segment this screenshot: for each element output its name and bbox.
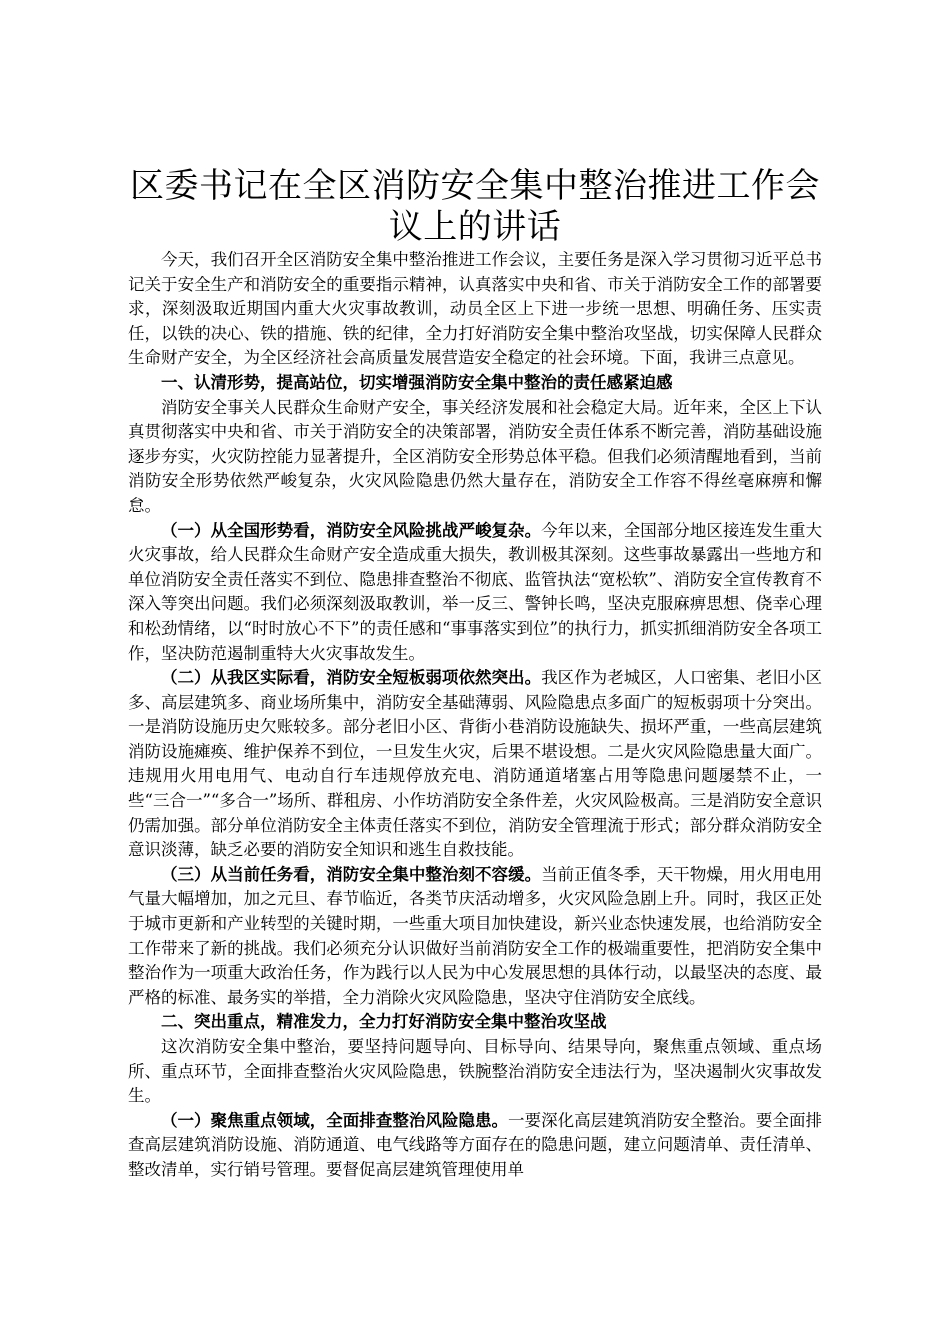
section-1-item-1 — [128, 519, 822, 667]
section-1-item-2-text: 我区作为老城区，人口密集、老旧小区多、高层建筑多、商业场所集中，消防安全基础薄弱、风险隐患点多面广的短板弱项十分突出。一是消防设施历史欠账较多。部分老旧小区、背街小巷消防设施缺失、损坏严重，一些高层建筑消防设施瘫痪、维护保养不到位，一旦发生火灾，后果不堪设想。二是火灾风险隐患量大面广。违规用火用电用气、电动自行车违规停放充电、消防通道堵塞占用等隐患问题屡禁不止，一些“三合一”“多合一”场所、群租房、小作坊消防安全条件差，火灾风险极高。三是消防安全意识仍需加强。部分单位消防安全主体责任落实不到位，消防安全管理流于形式；部分群众消防安全意识淡薄，缺乏必要的消防安全知识和逃生自救技能。 — [128, 668, 823, 860]
section-1-item-1-lead: （一）从全国形势看，消防安全风险挑战严峻复杂。 — [161, 520, 542, 540]
document-page — [128, 166, 822, 1183]
section-1-item-3-lead: （三）从当前任务看，消防安全集中整治刻不容缓。 — [161, 864, 542, 884]
section-1-item-1-text: 今年以来，全国部分地区接连发生重大火灾事故，给人民群众生命财产安全造成重大损失，教训极其深刻。这些事故暴露出一些地方和单位消防安全责任落实不到位、隐患排查整治不彻底、监管执法“宽松软”、消防安全宣传教育不深入等突出问题。我们必须深刻汲取教训，举一反三、警钟长鸣，坚决克服麻痹思想、侥幸心理和松劲情绪，以“时时放心不下”的责任感和“事事落实到位”的执行力，抓实抓细消防安全各项工作，坚决防范遏制重特大火灾事故发生。 — [128, 520, 823, 663]
section-2-intro: 这次消防安全集中整治，要坚持问题导向、目标导向、结果导向，聚焦重点领域、重点场所、重点环节，全面排查整治火灾风险隐患，铁腕整治消防安全违法行为，坚决遏制火灾事故发生。 — [128, 1037, 822, 1106]
section-1-heading: 一、认清形势，提高站位，切实增强消防安全集中整治的责任感紧迫感 — [161, 372, 673, 392]
section-2-heading: 二、突出重点，精准发力，全力打好消防安全集中整治攻坚战 — [161, 1012, 607, 1032]
section-2-item-1 — [128, 1109, 822, 1183]
section-1-item-2-lead: （二）从我区实际看，消防安全短板弱项依然突出。 — [161, 668, 542, 688]
section-2-item-1-text: 一要深化高层建筑消防安全整治。要全面排查高层建筑消防设施、消防通道、电气线路等方面存在的隐患问题，建立问题清单、责任清单、整改清单，实行销号管理。要督促高层建筑管理使用单 — [128, 1110, 823, 1179]
section-2-item-1-lead: （一）聚焦重点领域，全面排查整治风险隐患。 — [161, 1110, 509, 1130]
section-1-intro: 消防安全事关人民群众生命财产安全，事关经济发展和社会稳定大局。近年来，全区上下认真贯彻落实中央和省、市关于消防安全的决策部署，消防安全责任体系不断完善，消防基础设施逐步夯实，火灾防控能力显著提升，全区消防安全形势总体平稳。但我们必须清醒地看到，当前消防安全形势依然严峻复杂，火灾风险隐患仍然大量存在，消防安全工作容不得丝毫麻痹和懈怠。 — [128, 397, 822, 515]
section-1-item-3-text: 当前正值冬季，天干物燥，用火用电用气量大幅增加，加之元旦、春节临近，各类节庆活动增多，火灾风险急剧上升。同时，我区正处于城市更新和产业转型的关键时期，一些重大项目加快建设，新兴业态快速发展，也给消防安全工作带来了新的挑战。我们必须充分认识做好当前消防安全工作的极端重要性，把消防安全集中整治作为一项重大政治任务，作为践行以人民为中心发展思想的具体行动，以最坚决的态度、最严格的标准、最务实的举措，全力消除火灾风险隐患，坚决守住消防安全底线。 — [128, 864, 823, 1007]
document-title: 区委书记在全区消防安全集中整治推进工作会议上的讲话 — [130, 166, 820, 247]
section-1-item-2 — [128, 666, 822, 863]
intro-paragraph: 今天，我们召开全区消防安全集中整治推进工作会议，主要任务是深入学习贯彻习近平总书记关于安全生产和消防安全的重要指示精神，认真落实中央和省、市关于消防安全工作的部署要求，深刻汲取近期国内重大火灾事故教训，动员全区上下进一步统一思想、明确任务、压实责任，以铁的决心、铁的措施、铁的纪律，全力打好消防安全集中整治攻坚战，切实保障人民群众生命财产安全，为全区经济社会高质量发展营造安全稳定的社会环境。下面，我讲三点意见。 — [128, 250, 822, 368]
section-1-item-3 — [128, 863, 822, 1011]
